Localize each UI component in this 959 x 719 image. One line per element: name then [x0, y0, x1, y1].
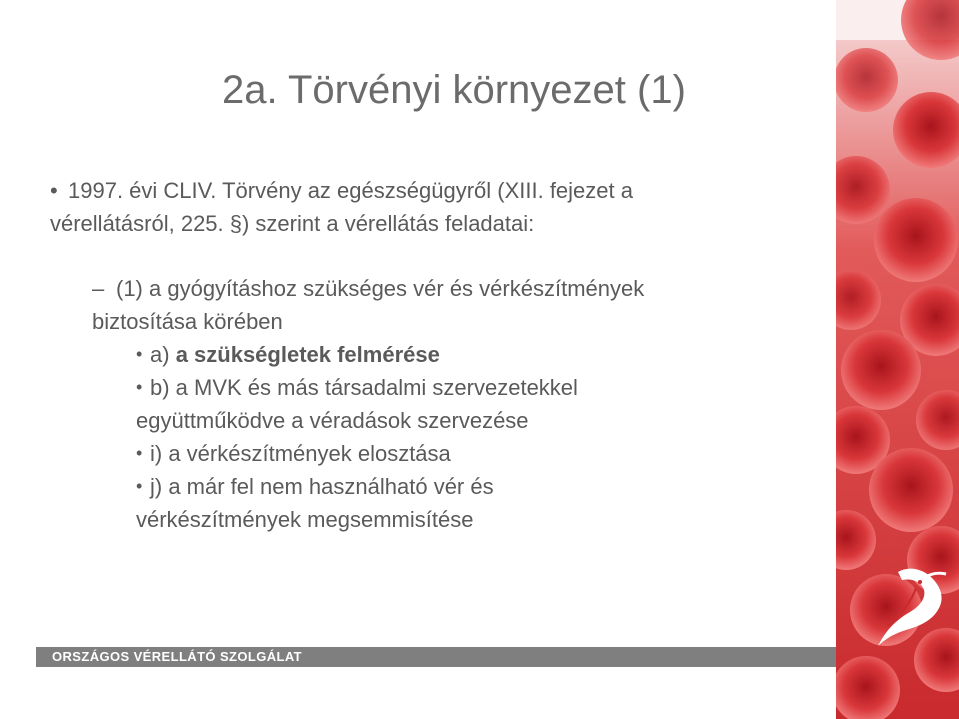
item-i-line-1: i) a vérkészítmények elosztása — [150, 441, 451, 466]
blood-cells-decoration-svg — [836, 0, 959, 719]
list-item — [136, 338, 830, 371]
item-j-line-1: j) a már fel nem használható vér és — [150, 474, 494, 499]
section-line-2: biztosítása körében — [92, 309, 283, 334]
task-list — [50, 338, 830, 536]
list-bullet: • — [136, 377, 143, 397]
footer-organization: ORSZÁGOS VÉRELLÁTÓ SZOLGÁLAT — [52, 649, 303, 664]
list-item — [136, 470, 830, 503]
slide-title: 2a. Törvényi környezet (1) — [222, 68, 686, 112]
section-line-1: (1) a gyógyításhoz szükséges vér és vérkészítmények — [116, 276, 645, 301]
item-a-prefix: a) — [150, 342, 176, 367]
section-paragraph — [50, 272, 830, 338]
intro-paragraph — [50, 174, 830, 240]
intro-line-2: vérellátásról, 225. §) szerint a vérellátás feladatai: — [50, 211, 535, 236]
intro-bullet: • — [50, 178, 58, 203]
blood-cells-decoration — [836, 0, 959, 719]
item-b-line-2: együttműködve a véradások szervezése — [136, 408, 529, 433]
intro-line-1: 1997. évi CLIV. Törvény az egészségügyről (XIII. fejezet a — [68, 178, 633, 203]
list-item-continuation — [136, 503, 830, 536]
list-item — [136, 437, 830, 470]
list-bullet: • — [136, 443, 143, 463]
list-bullet: • — [136, 344, 143, 364]
section-dash: – — [92, 276, 105, 301]
list-bullet: • — [136, 476, 143, 496]
list-item — [136, 371, 830, 404]
item-j-line-2: vérkészítmények megsemmisítése — [136, 507, 474, 532]
item-a-bold: a szükségletek felmérése — [175, 342, 440, 367]
item-b-line-1: b) a MVK és más társadalmi szervezetekkel — [150, 375, 578, 400]
list-item-continuation — [136, 404, 830, 437]
slide-body — [50, 174, 830, 536]
